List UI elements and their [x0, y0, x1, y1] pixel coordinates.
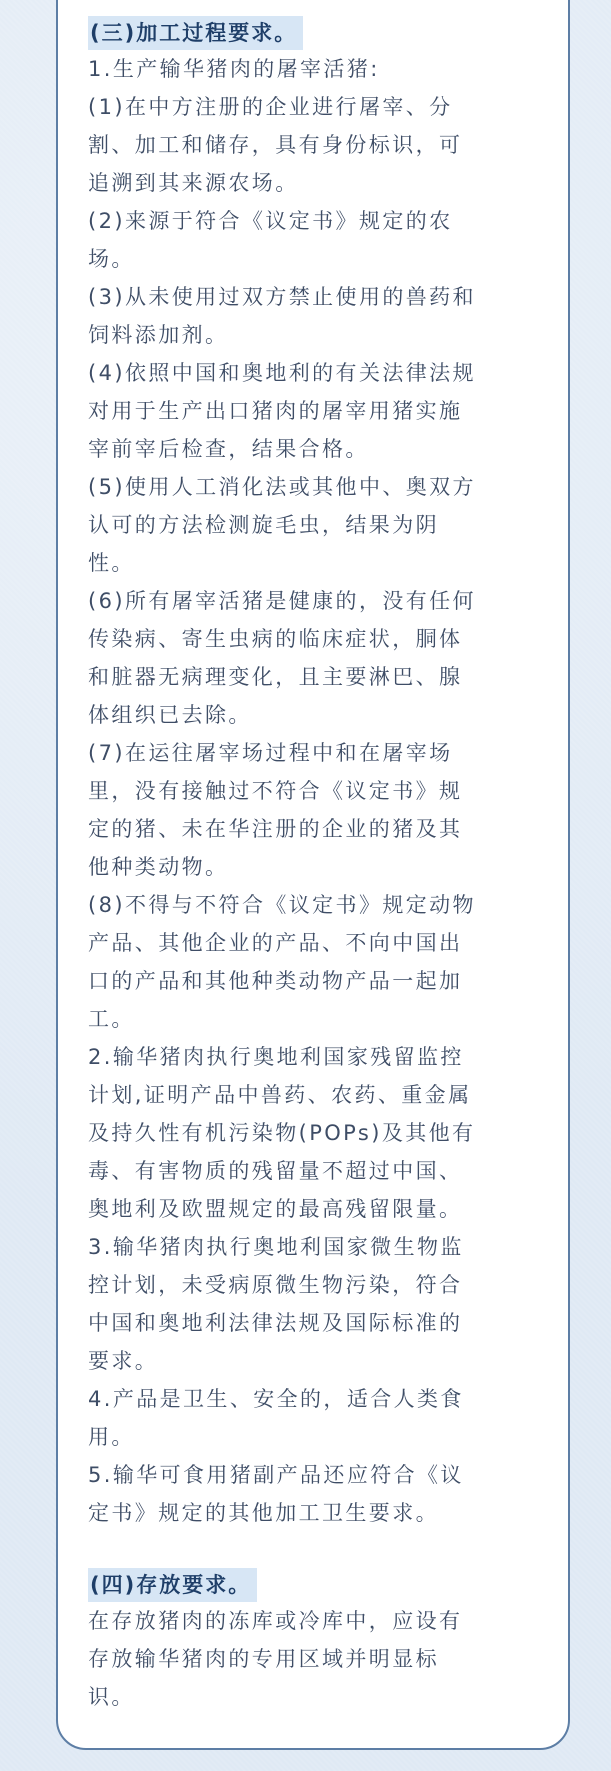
text-line: 奥地利及欧盟规定的最高残留限量。: [88, 1197, 463, 1221]
text-line: 体组织已去除。: [88, 703, 252, 727]
section-heading-storage: (四)存放要求。: [88, 1568, 257, 1602]
text-line: 要求。: [88, 1349, 159, 1373]
text-line: 毒、有害物质的残留量不超过中国、: [88, 1159, 463, 1183]
text-line: 5.输华可食用猪副产品还应符合《议: [88, 1463, 464, 1487]
text-line: 饲料添加剂。: [88, 323, 229, 347]
text-line: 场。: [88, 247, 135, 271]
text-line: 计划,证明产品中兽药、农药、重金属: [88, 1083, 472, 1107]
text-line: (1)在中方注册的企业进行屠宰、分: [88, 95, 453, 119]
text-line: 割、加工和储存，具有身份标识，可: [88, 133, 463, 157]
text-line: 性。: [88, 551, 135, 575]
text-line: 他种类动物。: [88, 855, 229, 879]
text-line: 认可的方法检测旋毛虫，结果为阴: [88, 513, 439, 537]
text-line: (5)使用人工消化法或其他中、奥双方: [88, 475, 476, 499]
text-line: 定书》规定的其他加工卫生要求。: [88, 1501, 439, 1525]
text-line: 用。: [88, 1425, 135, 1449]
text-line: 3.输华猪肉执行奥地利国家微生物监: [88, 1235, 464, 1259]
document-content: [88, 16, 543, 1716]
text-line: 传染病、寄生虫病的临床症状，胴体: [88, 627, 463, 651]
text-line: 对用于生产出口猪肉的屠宰用猪实施: [88, 399, 463, 423]
text-line: 识。: [88, 1685, 135, 1709]
text-line: (3)从未使用过双方禁止使用的兽药和: [88, 285, 476, 309]
text-line: 4.产品是卫生、安全的，适合人类食: [88, 1387, 464, 1411]
text-line: (7)在运往屠宰场过程中和在屠宰场: [88, 741, 453, 765]
section-storage: [88, 1568, 543, 1716]
text-line: (8)不得与不符合《议定书》规定动物: [88, 893, 476, 917]
text-line: (2)来源于符合《议定书》规定的农: [88, 209, 453, 233]
text-line: 产品、其他企业的产品、不向中国出: [88, 931, 463, 955]
section-gap: [88, 1532, 543, 1568]
text-line: 和脏器无病理变化，且主要淋巴、腺: [88, 665, 463, 689]
text-line: 追溯到其来源农场。: [88, 171, 299, 195]
text-line: 里，没有接触过不符合《议定书》规: [88, 779, 463, 803]
text-line: 在存放猪肉的冻库或冷库中，应设有: [88, 1609, 463, 1633]
text-line: 2.输华猪肉执行奥地利国家残留监控: [88, 1045, 464, 1069]
text-line: 及持久性有机污染物(POPs)及其他有: [88, 1121, 476, 1145]
text-line: 口的产品和其他种类动物产品一起加: [88, 969, 463, 993]
section-storage-body: [88, 1602, 543, 1716]
text-line: 中国和奥地利法律法规及国际标准的: [88, 1311, 463, 1335]
text-line: (4)依照中国和奥地利的有关法律法规: [88, 361, 476, 385]
text-line: 定的猪、未在华注册的企业的猪及其: [88, 817, 463, 841]
text-line: 存放输华猪肉的专用区域并明显标: [88, 1647, 439, 1671]
section-heading-processing: (三)加工过程要求。: [88, 16, 303, 50]
text-line: 控计划，未受病原微生物污染，符合: [88, 1273, 463, 1297]
text-line: (6)所有屠宰活猪是健康的，没有任何: [88, 589, 476, 613]
section-processing-body: [88, 50, 543, 1532]
text-line: 1.生产输华猪肉的屠宰活猪:: [88, 57, 380, 81]
text-line: 工。: [88, 1007, 135, 1031]
text-line: 宰前宰后检查，结果合格。: [88, 437, 369, 461]
section-processing: [88, 16, 543, 1532]
